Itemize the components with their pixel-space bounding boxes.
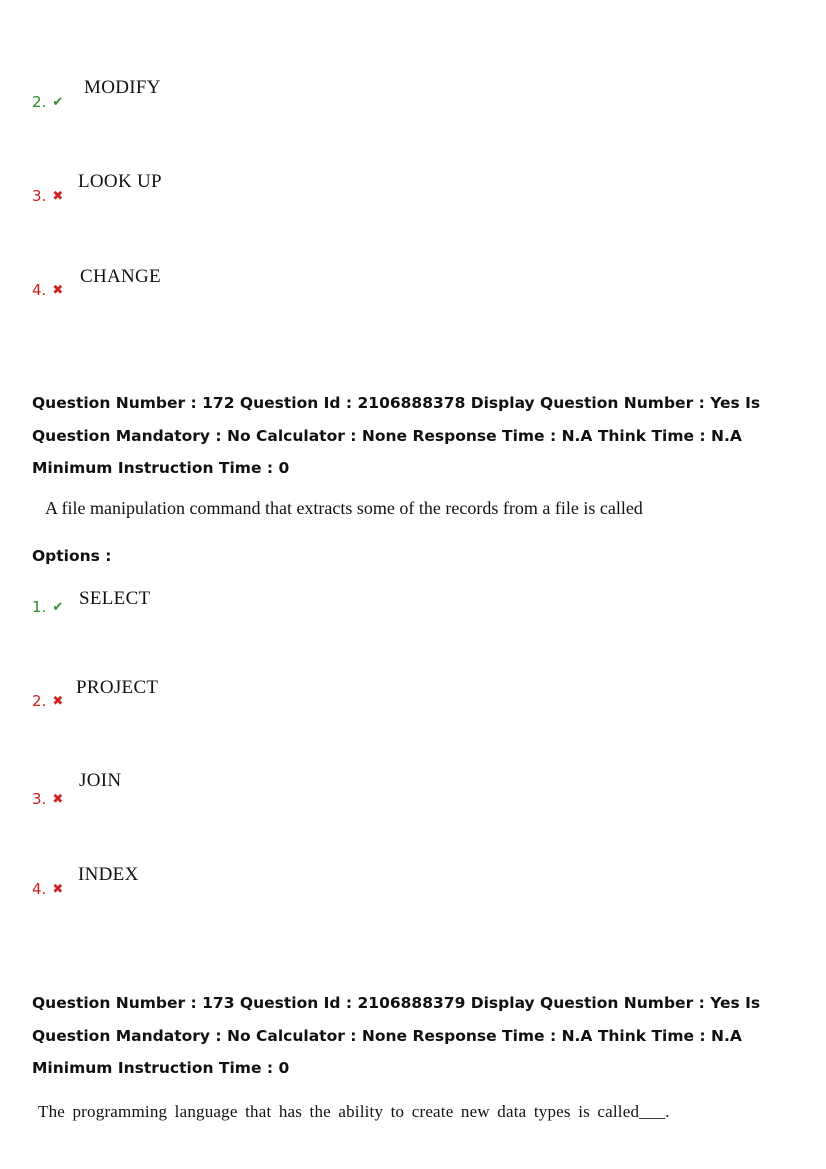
option-number: 4. [32, 880, 47, 898]
option-number: 3. [32, 187, 47, 205]
option-number: 1. [32, 598, 47, 616]
option-text: CHANGE [80, 266, 161, 287]
question-header: Question Number : 173 Question Id : 2106888379 Display Question Number : Yes Is Question Mandatory : No Calculator : None Response Time : N.A Think Time : N.A Minimum Instruction Time : 0 [32, 994, 761, 1077]
option-number: 2. [32, 93, 47, 111]
cross-icon: ✖ [52, 283, 64, 298]
cross-icon: ✖ [52, 882, 64, 897]
check-icon: ✔ [52, 95, 64, 110]
check-icon: ✔ [52, 600, 64, 615]
option-text: PROJECT [76, 677, 159, 698]
options-label: Options : [32, 547, 112, 565]
cross-icon: ✖ [52, 792, 64, 807]
option-text: MODIFY [84, 77, 161, 98]
option-text: INDEX [78, 864, 139, 885]
option-text: SELECT [79, 588, 151, 609]
question-header: Question Number : 172 Question Id : 2106888378 Display Question Number : Yes Is Question Mandatory : No Calculator : None Response Time : N.A Think Time : N.A Minimum Instruction Time : 0 [32, 394, 761, 477]
option-number: 3. [32, 790, 47, 808]
option-text: LOOK UP [78, 171, 162, 192]
question-text: The programming language that has the ability to create new data types is called___. [38, 1102, 670, 1121]
cross-icon: ✖ [52, 189, 64, 204]
option-number: 2. [32, 692, 47, 710]
option-text: JOIN [79, 770, 122, 791]
question-text: A file manipulation command that extracts some of the records from a file is called [45, 498, 643, 518]
cross-icon: ✖ [52, 694, 64, 709]
option-number: 4. [32, 281, 47, 299]
